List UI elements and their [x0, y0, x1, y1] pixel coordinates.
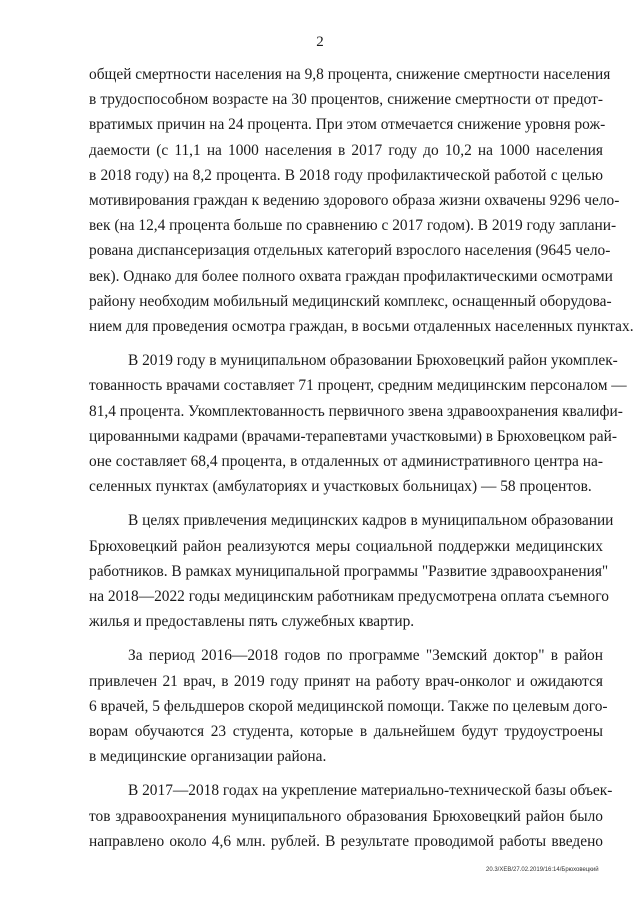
text-line: оне составляет 68,4 процента, в отдаленных от административного центра на- [89, 453, 603, 471]
text-line: тованность врачами составляет 71 процент, средним медицинским персоналом — [89, 377, 627, 395]
text-line: век). Однако для более полного охвата граждан профилактическими осмотрами [89, 267, 613, 285]
text-line: Брюховецкий район реализуются меры социальной поддержки медицинских [89, 537, 603, 555]
text-line: цированными кадрами (врачами-терапевтами участковыми) в Брюховецком рай- [89, 427, 617, 445]
text-line: жилья и предоставлены пять служебных квартир. [89, 613, 415, 631]
text-line: даемости (с 11,1 на 1000 населения в 2017 году до 10,2 на 1000 населения [89, 141, 603, 159]
text-line: 81,4 процента. Укомплектованность первичного звена здравоохранения квалифи- [89, 402, 623, 420]
text-line: мотивирования граждан к ведению здорового образа жизни охвачены 9296 чело- [89, 192, 620, 210]
paragraph-4 [89, 643, 608, 769]
document-registration-stamp: 20.3/ХЕВ/27.02.2019/16:14/Брюховецкий [486, 867, 599, 873]
text-line: в 2018 году) на 8,2 процента. В 2018 году профилактической работой с целью [89, 166, 603, 184]
text-line: рована диспансеризация отдельных категорий взрослого населения (9645 чело- [89, 242, 611, 260]
text-line: ворам обучаются 23 студента, которые в дальнейшем будут трудоустроены [89, 723, 603, 741]
document-body [89, 62, 634, 854]
paragraph-5 [89, 778, 613, 854]
text-line: За период 2016—2018 годов по программе "Земский доктор" в район [128, 647, 603, 665]
text-line: В 2019 году в муниципальном образовании Брюховецкий район укомплек- [128, 352, 618, 370]
text-line: в медицинские организации района. [89, 748, 327, 766]
text-line: на 2018—2022 годы медицинским работникам предусмотрена оплата съемного [89, 588, 609, 606]
text-line: общей смертности населения на 9,8 процента, снижение смертности населения [89, 66, 611, 83]
text-line: вратимых причин на 24 процента. При этом отмечается снижение уровня рож- [89, 116, 606, 134]
text-line: тов здравоохранения муниципального образования Брюховецкий район было [89, 807, 603, 825]
text-line: в трудоспособном возрасте на 30 процентов, снижение смертности от предот- [89, 91, 603, 109]
paragraph-3 [89, 508, 614, 634]
text-line: нием для проведения осмотра граждан, в восьми отдаленных населенных пунктах. [89, 318, 634, 336]
text-line: привлечен 21 врач, в 2019 году принят на работу врач-онколог и ожидаются [89, 672, 603, 690]
text-line: В 2017—2018 годах на укрепление материально-технической базы объек- [128, 782, 613, 800]
text-line: селенных пунктах (амбулаториях и участковых больницах) — 58 процентов. [89, 478, 592, 496]
page-number: 2 [316, 34, 324, 50]
paragraph-2 [89, 348, 627, 499]
text-line: 6 врачей, 5 фельдшеров скорой медицинской помощи. Также по целевым дого- [89, 697, 608, 715]
text-line: направлено около 4,6 млн. рублей. В результате проводимой работы введено [89, 832, 603, 850]
paragraph-1 [89, 62, 634, 339]
text-line: работников. В рамках муниципальной программы "Развитие здравоохранения" [89, 562, 609, 580]
text-line: району необходим мобильный медицинский комплекс, оснащенный оборудова- [89, 292, 612, 310]
text-line: век (на 12,4 процента больше по сравнению с 2017 годом). В 2019 году заплани- [89, 217, 617, 235]
text-line: В целях привлечения медицинских кадров в муниципальном образовании [128, 512, 614, 530]
